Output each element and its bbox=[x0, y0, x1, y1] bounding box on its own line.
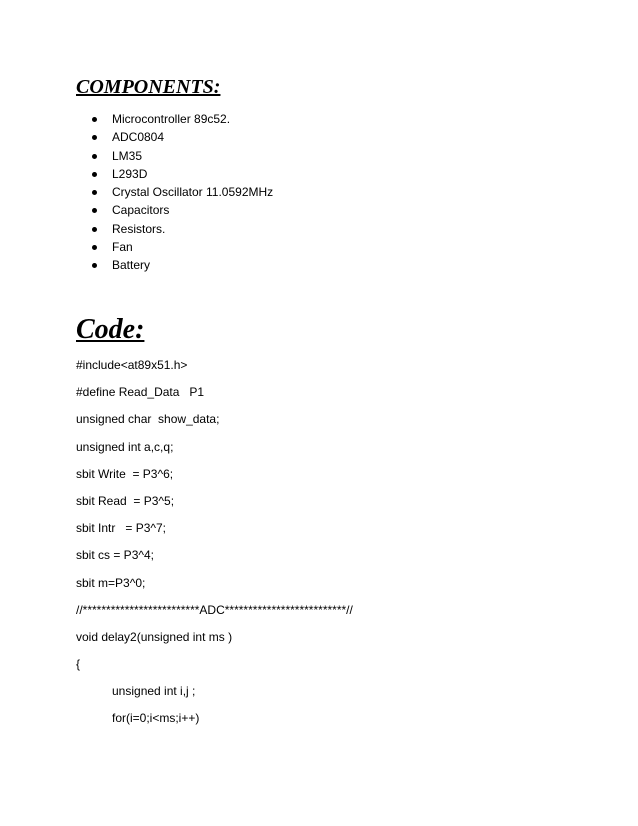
component-label: LM35 bbox=[112, 148, 143, 163]
code-line: sbit m=P3^0; bbox=[76, 575, 146, 590]
code-line: #include<at89x51.h> bbox=[76, 358, 188, 372]
list-item bbox=[92, 238, 273, 256]
bullet-icon bbox=[92, 227, 97, 232]
component-label: L293D bbox=[112, 166, 148, 181]
components-list bbox=[92, 110, 273, 275]
list-item bbox=[92, 256, 273, 274]
component-label: Fan bbox=[112, 240, 133, 255]
component-label: Crystal Oscillator 11.0592MHz bbox=[112, 185, 274, 200]
bullet-icon bbox=[92, 208, 97, 213]
list-item bbox=[92, 183, 273, 201]
code-line: unsigned char show_data; bbox=[76, 412, 220, 427]
component-label: Battery bbox=[112, 258, 151, 273]
code-line: sbit cs = P3^4; bbox=[76, 548, 154, 563]
component-label: ADC0804 bbox=[112, 130, 165, 145]
bullet-icon bbox=[92, 154, 97, 159]
bullet-icon bbox=[92, 263, 97, 268]
code-block bbox=[76, 352, 353, 733]
list-item bbox=[92, 110, 273, 128]
code-line: { bbox=[76, 657, 81, 672]
code-line: sbit Write = P3^6; bbox=[76, 466, 174, 481]
component-label: Microcontroller 89c52. bbox=[112, 112, 231, 126]
list-item bbox=[92, 165, 273, 183]
code-line: sbit Read = P3^5; bbox=[76, 493, 175, 508]
list-item bbox=[92, 128, 273, 146]
list-item bbox=[92, 220, 273, 238]
bullet-icon bbox=[92, 172, 97, 177]
code-heading: Code: bbox=[76, 314, 145, 345]
components-heading: COMPONENTS: bbox=[76, 76, 221, 98]
code-line: unsigned int a,c,q; bbox=[76, 439, 174, 454]
code-line: void delay2(unsigned int ms ) bbox=[76, 629, 233, 644]
bullet-icon bbox=[92, 135, 97, 140]
list-item bbox=[92, 147, 273, 165]
code-line: unsigned int i,j ; bbox=[112, 684, 196, 699]
bullet-icon bbox=[92, 117, 97, 122]
component-label: Capacitors bbox=[112, 203, 170, 218]
code-line: for(i=0;i<ms;i++) bbox=[112, 711, 200, 726]
code-line: #define Read_Data P1 bbox=[76, 385, 205, 400]
bullet-icon bbox=[92, 190, 97, 195]
list-item bbox=[92, 201, 273, 219]
code-line: sbit Intr = P3^7; bbox=[76, 521, 167, 536]
component-label: Resistors. bbox=[112, 221, 166, 236]
bullet-icon bbox=[92, 245, 97, 250]
code-line: //*************************ADC**************************// bbox=[76, 602, 353, 617]
